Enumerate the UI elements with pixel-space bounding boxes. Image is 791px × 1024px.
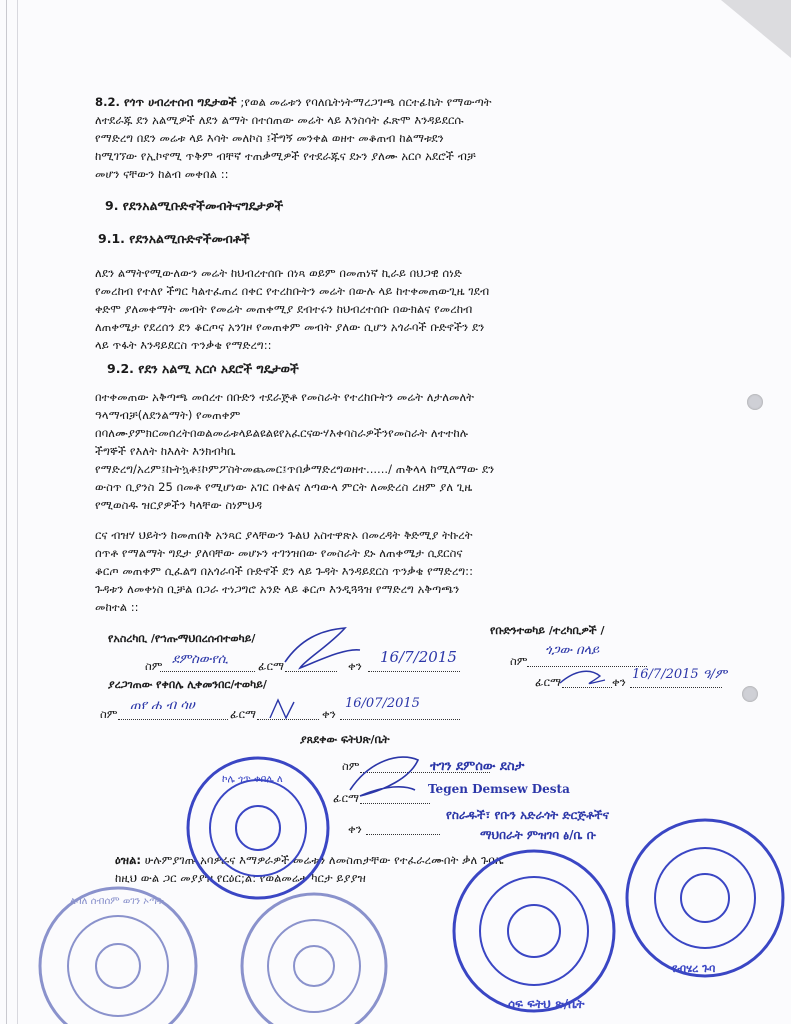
text-line: መከተል ::	[95, 600, 139, 614]
text-line: ቆርጦ መጠቀም ሲፈልግ በአጎራባች ቡድኖች ደን ላይ ጉዳት እንዳይደርስ ጥንቃቄ የማድረግ::	[95, 564, 473, 578]
text-line: ለተደራጁ ደን አልሚዎች ለደን ልማት በተሰጠው መሬት ላይ እንስሳት ፈጽሞ እንዳይደርሱ	[95, 113, 464, 127]
text-line: ከዚህ ውል ጋር መያያዝ የርዕር;ል: የወልመሬቱ ካርታ ይያያዝ	[115, 871, 366, 885]
svg-text:ኮሌ ጎጥ ቀበሌ ለ: ኮሌ ጎጥ ቀበሌ ለ	[222, 774, 283, 785]
signature-label: ፊርማ	[258, 659, 285, 673]
signature-label: ፊርማ	[535, 675, 562, 689]
approver-signature	[270, 700, 294, 718]
date-label: ቀን	[322, 707, 336, 721]
text-line: ችግኞች የእለት ከእለት እንክብካቤ	[95, 444, 236, 458]
text-line: መሆን ናቸውን ከልብ መቀበል ::	[95, 167, 229, 181]
section-9-1-heading: 9.1. የደንአልሚቡድኖችመብቶች	[98, 231, 250, 246]
text-line: ;የወል መሬቱን የባለቤትነትማረጋገጫ ሰርተፊኬት የማውጣት	[240, 95, 492, 109]
signature-label: ፊርማ	[230, 707, 257, 721]
text-line: ጉዳቱን ለመቀነስ ቢቻል በጋራ ተነጋግሮ አንድ ላይ ቆርጦ እንዲጓጓዝ የማድረግ አቅጣጫን	[95, 582, 460, 596]
text-line: ውስጥ ቢያንስ 25 በመቶ የሚሆነው አገር በቀልና ለጣውላ ምርት ለመድረስ ረዘም ያለ ጊዜ	[95, 480, 473, 494]
left-signature	[285, 628, 360, 668]
stamped-office: የስራዱች፣ የቡን አድራጎት ድርጅቶችና	[446, 808, 609, 822]
text-line: ዓላማብቻ(ለደንልማት) የመጠቀም	[95, 408, 241, 422]
faded-stamp	[234, 880, 394, 1024]
date-label: ቀን	[348, 659, 362, 673]
text-line: የማድረግ/አረም፤ኩትኳቶ፤ኮምፖስትመጨመር፤ጥበቃማድረግወዘተ....../ ጠቅላላ ከሚለማው ደን	[95, 462, 495, 476]
signature-label: ፊርማ	[333, 791, 360, 805]
handwritten-date: 16/07/2015	[345, 696, 420, 711]
handover-representative-title: የአስረካቢ /የኀጡማህበረሰብተወካይ/	[108, 632, 256, 645]
text-line: ቀድሞ ያለመቀማት መብት የመሬት መጠቀሚያ ደብተሩን ከህብረተሰቡ በውክልና የመረከብ	[95, 302, 473, 316]
handwritten-name: ጠየ ሐ ብ ሳሀ	[130, 698, 195, 713]
name-label: ስም	[145, 659, 163, 673]
text-line: ከሚገኘው የኢኮኖሚ ጥቅም ብቸኛ ተጠቃሚዎች የተደራጁና ደኑን ያለሙ አርሶ አደሮች ብቻ	[95, 149, 476, 163]
stamped-name-latin: Tegen Demsew Desta	[428, 782, 570, 796]
name-label: ስም	[342, 759, 360, 773]
stamped-office: ማህበራት ምዝገባ ፅ/ቤ ቡ	[480, 828, 596, 842]
date-label: ቀን	[348, 822, 362, 836]
section-8-2-heading: 8.2. የጎጥ ሀብረተሰብ ግዴታወች	[95, 95, 237, 109]
text-line: በባለሙያምክርመሰረትበወልመሬቱላይልዩልዩየአፈርናውሃእቀባስራዎችንየመስራት ለተተከሉ	[95, 426, 469, 440]
text-line: በተቀመጠው አቅጣጫ መሰረተ በቡድን ተደራጅቶ የመስራት የተረከቡትን መሬት ለታለመለት	[95, 390, 475, 404]
handwritten-name: ደምስውየሲ	[172, 652, 229, 667]
text-line: ሰጥቶ የማልማት ግዴታ ያለባቸው መሆኑን ተገንዝበው የመስራት ደኑ ለጠቀሜታ ሲደርስና	[95, 546, 463, 560]
witness-signature	[350, 757, 418, 796]
right-signature	[560, 671, 605, 683]
organization-stamp	[622, 812, 788, 984]
text-line: ላይ ጥፋት እንዳይደርስ ጥንቃቄ የማድረግ::	[95, 338, 272, 352]
name-label: ስም	[510, 654, 528, 668]
text-line: የሚወስዱ ዝርያዎችን ካላቸው ስነምህዳ	[95, 498, 263, 512]
date-label: ቀን	[612, 675, 626, 689]
text-line: ለደን ልማትየሚውለውን መሬት ከህብረተሰቡ በነጻ ወይም በመጠነኛ ኪራይ በህጋዊ ሰነድ	[95, 266, 462, 280]
text-line: ሁሉምያገጡ አባዎራና እማዎራዎች መሬቱን ለመስጠታቸው የተፈራረሙበት ቃለ ጉባኤ	[144, 853, 504, 867]
handwritten-name: ጎጋው በላይ	[545, 643, 600, 658]
justice-office-title: ያጸደቀው ፍትህጽ/ቤት	[300, 733, 390, 746]
section-9-heading: 9. የደንአልሚቡድኖችመብትናግዴታዎች	[105, 198, 284, 213]
handwritten-date: 16/7/2015 ዓ/ም	[632, 667, 727, 682]
handwritten-date: 16/7/2015	[380, 648, 457, 666]
svg-text:ሰፍ ፍትህ ጽ/ቤት: ሰፍ ፍትህ ጽ/ቤት	[508, 997, 585, 1011]
note-label: ዕዝል:	[115, 853, 142, 867]
text-line: የመረከብ የተለየ ችግር ካልተፈጠረ በቀር የተረከቡትን መሬት በውሉ ላይ ከተቀመጠውጊዜ ገደብ	[95, 284, 490, 298]
kebele-chair-title: ያረጋገጠው የቀበሌ ሊቀመንበር/ተወካይ/	[108, 678, 267, 691]
svg-text:የብሄረ ጉባ: የብሄረ ጉባ	[672, 962, 716, 975]
justice-office-stamp	[448, 838, 620, 1024]
group-representative-title: የቡድንተወካይ /ተረካቢዎች /	[490, 624, 605, 637]
text-line: የማድረግ በደን መሬቱ ላይ እሳት መለኮስ ፤ችግኝ መንቀል ወዘተ መቆጠብ ከልማቱደን	[95, 131, 444, 145]
faded-stamp	[30, 876, 206, 1024]
name-label: ስም	[100, 707, 118, 721]
text-line: ርና ብዝሃ ህይትን ከመጠበቅ አንጻር ያላቸውን ጉልህ አስተዋጽኦ በመረዳት ቅድሚያ ትኩረት	[95, 528, 473, 542]
stamped-name: ተገን ደምሰው ደስታ	[430, 759, 525, 774]
section-9-2-heading: 9.2. የደን አልሚ አርሶ አደሮች ግዴታወች	[107, 361, 299, 376]
svg-text:ለባለ ሰብሰም ወገን ኦጣት: ለባለ ሰብሰም ወገን ኦጣት	[70, 896, 164, 907]
text-line: ለጠቀሜታ የደረሰን ደን ቆርጦና አንገዞ የመጠቀም መብት ያለው ሲሆን አጎራባች ቡድኖችን ደን	[95, 320, 485, 334]
